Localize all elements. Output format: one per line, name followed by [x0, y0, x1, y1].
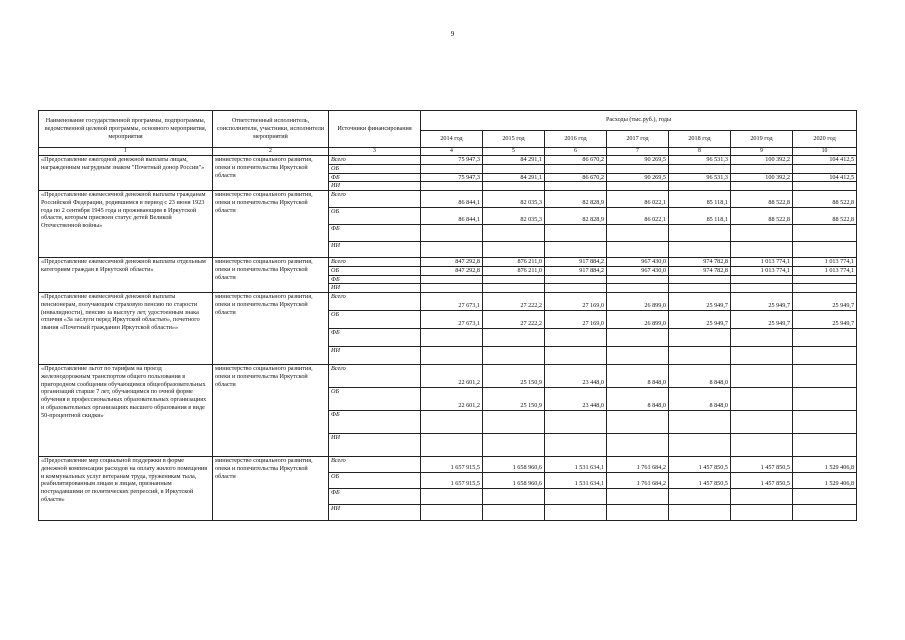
amount-cell: 1 658 960,6: [483, 473, 545, 489]
measure-name: «Предоставление ежегодной денежной выплаты лицам, награжденным нагрудным знаком "Почетный донор России"»: [39, 156, 213, 191]
amount-cell: [607, 489, 669, 505]
amount-cell: [793, 225, 857, 242]
amount-cell: 27 169,0: [545, 311, 607, 329]
amount-cell: [669, 182, 731, 191]
funding-source: Всего: [329, 365, 421, 388]
col-number: 4: [421, 148, 483, 156]
amount-cell: [545, 164, 607, 173]
amount-cell: [669, 329, 731, 347]
amount-cell: 847 292,8: [421, 258, 483, 267]
amount-cell: 90 269,5: [607, 173, 669, 182]
amount-cell: 1 658 960,6: [483, 457, 545, 473]
col-number: 7: [607, 148, 669, 156]
amount-cell: 1 531 634,1: [545, 457, 607, 473]
amount-cell: 82 035,3: [483, 208, 545, 225]
amount-cell: 847 292,8: [421, 266, 483, 275]
amount-cell: [421, 182, 483, 191]
amount-cell: [483, 242, 545, 258]
measure-name: «Предоставление ежемесячной денежной выплаты отдельным категориям граждан в Иркутской области»: [39, 258, 213, 293]
executor: министерство социального развития, опеки и попечительства Иркутской области: [213, 156, 329, 191]
amount-cell: [793, 411, 857, 434]
amount-cell: 86 844,1: [421, 191, 483, 208]
amount-cell: [793, 164, 857, 173]
amount-cell: [731, 365, 793, 388]
amount-cell: [607, 434, 669, 457]
executor: министерство социального развития, опеки и попечительства Иркутской области: [213, 191, 329, 258]
year-header: 2020 год: [793, 130, 857, 147]
amount-cell: 25 949,7: [793, 311, 857, 329]
amount-cell: 974 782,8: [669, 266, 731, 275]
amount-cell: [545, 329, 607, 347]
amount-cell: 967 430,0: [607, 266, 669, 275]
amount-cell: [483, 225, 545, 242]
amount-cell: 104 412,5: [793, 173, 857, 182]
year-header: 2014 год: [421, 130, 483, 147]
amount-cell: [669, 434, 731, 457]
amount-cell: 82 035,3: [483, 191, 545, 208]
col-header-source: Источники финансирования: [329, 111, 421, 148]
col-number: 8: [669, 148, 731, 156]
amount-cell: 88 522,8: [793, 191, 857, 208]
amount-cell: 1 457 850,5: [731, 473, 793, 489]
executor: министерство социального развития, опеки и попечительства Иркутской области: [213, 293, 329, 365]
amount-cell: [421, 275, 483, 284]
amount-cell: 104 412,5: [793, 156, 857, 165]
amount-cell: 96 531,3: [669, 156, 731, 165]
amount-cell: 1 457 850,5: [669, 457, 731, 473]
funding-source: ОБ: [329, 266, 421, 275]
amount-cell: [731, 242, 793, 258]
amount-cell: 967 430,0: [607, 258, 669, 267]
amount-cell: [483, 182, 545, 191]
funding-source: ИИ: [329, 505, 421, 521]
table-row: [39, 293, 857, 311]
executor: министерство социального развития, опеки и попечительства Иркутской области: [213, 457, 329, 521]
amount-cell: [545, 505, 607, 521]
amount-cell: [793, 242, 857, 258]
amount-cell: [483, 411, 545, 434]
amount-cell: 8 848,0: [607, 365, 669, 388]
amount-cell: 876 211,0: [483, 258, 545, 267]
amount-cell: 26 899,0: [607, 293, 669, 311]
amount-cell: 27 673,1: [421, 293, 483, 311]
amount-cell: [731, 505, 793, 521]
year-header: 2015 год: [483, 130, 545, 147]
amount-cell: 23 448,0: [545, 388, 607, 411]
amount-cell: [607, 284, 669, 293]
amount-cell: [731, 182, 793, 191]
amount-cell: 88 522,8: [731, 208, 793, 225]
table-row: [39, 457, 857, 473]
amount-cell: [607, 505, 669, 521]
funding-source: ФБ: [329, 173, 421, 182]
amount-cell: [421, 225, 483, 242]
amount-cell: [607, 329, 669, 347]
amount-cell: [421, 242, 483, 258]
amount-cell: [483, 329, 545, 347]
amount-cell: [731, 284, 793, 293]
funding-source: ОБ: [329, 473, 421, 489]
amount-cell: 88 522,8: [731, 191, 793, 208]
col-number: 10: [793, 148, 857, 156]
col-number: 6: [545, 148, 607, 156]
amount-cell: 1 657 915,5: [421, 457, 483, 473]
amount-cell: 27 222,2: [483, 311, 545, 329]
amount-cell: 25 949,7: [731, 311, 793, 329]
amount-cell: [793, 275, 857, 284]
amount-cell: 25 949,7: [669, 311, 731, 329]
funding-source: ОБ: [329, 388, 421, 411]
amount-cell: 86 022,1: [607, 208, 669, 225]
amount-cell: 1 013 774,1: [731, 266, 793, 275]
year-header: 2019 год: [731, 130, 793, 147]
funding-source: ИИ: [329, 434, 421, 457]
amount-cell: [545, 225, 607, 242]
amount-cell: [421, 411, 483, 434]
executor: министерство социального развития, опеки и попечительства Иркутской области: [213, 365, 329, 457]
amount-cell: [421, 164, 483, 173]
amount-cell: [793, 434, 857, 457]
amount-cell: [483, 434, 545, 457]
amount-cell: 85 118,1: [669, 208, 731, 225]
amount-cell: 84 291,1: [483, 156, 545, 165]
funding-source: Всего: [329, 293, 421, 311]
funding-source: ОБ: [329, 208, 421, 225]
year-header: 2017 год: [607, 130, 669, 147]
amount-cell: 25 949,7: [793, 293, 857, 311]
table-row: [39, 191, 857, 208]
table-row: [39, 258, 857, 267]
amount-cell: 25 949,7: [731, 293, 793, 311]
amount-cell: [545, 434, 607, 457]
amount-cell: [731, 489, 793, 505]
amount-cell: [731, 411, 793, 434]
amount-cell: 90 269,5: [607, 156, 669, 165]
amount-cell: 82 828,9: [545, 191, 607, 208]
amount-cell: 1 657 915,5: [421, 473, 483, 489]
amount-cell: 86 844,1: [421, 208, 483, 225]
amount-cell: 22 601,2: [421, 388, 483, 411]
amount-cell: [793, 329, 857, 347]
amount-cell: [793, 489, 857, 505]
amount-cell: 1 457 850,5: [731, 457, 793, 473]
amount-cell: [545, 182, 607, 191]
amount-cell: [731, 388, 793, 411]
col-header-expenses: Расходы (тыс.руб.), годы: [421, 111, 857, 131]
amount-cell: 8 848,0: [669, 365, 731, 388]
amount-cell: [669, 225, 731, 242]
amount-cell: [483, 505, 545, 521]
year-header: 2016 год: [545, 130, 607, 147]
funding-source: ФБ: [329, 329, 421, 347]
amount-cell: [793, 182, 857, 191]
amount-cell: 1 531 634,1: [545, 473, 607, 489]
amount-cell: [793, 505, 857, 521]
col-number: 9: [731, 148, 793, 156]
amount-cell: [607, 182, 669, 191]
amount-cell: [793, 284, 857, 293]
funding-source: ОБ: [329, 164, 421, 173]
amount-cell: [731, 329, 793, 347]
amount-cell: 917 884,2: [545, 258, 607, 267]
amount-cell: 1 529 406,8: [793, 473, 857, 489]
amount-cell: 8 848,0: [669, 388, 731, 411]
amount-cell: [545, 275, 607, 284]
amount-cell: 25 150,9: [483, 388, 545, 411]
col-number: 3: [329, 148, 421, 156]
col-number: 1: [39, 148, 213, 156]
measure-name: «Предоставление льгот по тарифам на проезд железнодорожным транспортом общего пользования в пригородном сообщении обучающимся общеобразовательных организаций старше 7 лет, обучающимся по очной форме обучения в профессиональных образовательных организациях и образовательных организациях высшего образования в виде 50-процентной скидки»: [39, 365, 213, 457]
amount-cell: 27 222,2: [483, 293, 545, 311]
amount-cell: 27 169,0: [545, 293, 607, 311]
amount-cell: [545, 242, 607, 258]
amount-cell: [545, 347, 607, 365]
amount-cell: [793, 365, 857, 388]
amount-cell: [669, 505, 731, 521]
amount-cell: 85 118,1: [669, 191, 731, 208]
amount-cell: 25 949,7: [669, 293, 731, 311]
amount-cell: 88 522,8: [793, 208, 857, 225]
amount-cell: [421, 284, 483, 293]
funding-source: ОБ: [329, 311, 421, 329]
amount-cell: [421, 489, 483, 505]
amount-cell: [483, 164, 545, 173]
amount-cell: [545, 411, 607, 434]
col-number: 5: [483, 148, 545, 156]
amount-cell: 1 529 406,8: [793, 457, 857, 473]
amount-cell: [421, 329, 483, 347]
table-row: [39, 156, 857, 165]
amount-cell: 974 782,8: [669, 258, 731, 267]
amount-cell: [421, 505, 483, 521]
executor: министерство социального развития, опеки и попечительства Иркутской области: [213, 258, 329, 293]
expenses-table: [38, 110, 857, 521]
amount-cell: [483, 284, 545, 293]
amount-cell: [669, 275, 731, 284]
amount-cell: 86 022,1: [607, 191, 669, 208]
amount-cell: 22 601,2: [421, 365, 483, 388]
amount-cell: 1 013 774,1: [731, 258, 793, 267]
funding-source: ФБ: [329, 489, 421, 505]
amount-cell: 100 392,2: [731, 156, 793, 165]
amount-cell: 86 670,2: [545, 173, 607, 182]
amount-cell: [731, 275, 793, 284]
measure-name: «Предоставление мер социальной поддержки в форме денежной компенсации расходов на оплату жилого помещения и коммунальных услуг ветеранам труда, труженикам тыла, реабилитированным лицам и лицам, признанным пострадавшими от политических репрессий, в Иркутской области»: [39, 457, 213, 521]
amount-cell: [669, 242, 731, 258]
amount-cell: [607, 275, 669, 284]
amount-cell: [483, 275, 545, 284]
funding-source: ИИ: [329, 242, 421, 258]
amount-cell: 1 013 774,1: [793, 258, 857, 267]
amount-cell: 75 947,3: [421, 173, 483, 182]
amount-cell: [731, 347, 793, 365]
amount-cell: [607, 164, 669, 173]
amount-cell: [607, 225, 669, 242]
amount-cell: 876 211,0: [483, 266, 545, 275]
amount-cell: [669, 284, 731, 293]
amount-cell: 75 947,3: [421, 156, 483, 165]
amount-cell: [607, 242, 669, 258]
measure-name: «Предоставление ежемесячной денежной выплаты пенсионерам, получающим страховую пенсию по старости (инвалидности), пенсию за выслугу лет, удостоенным знака отличия «За заслуги перед Иркутской областью», почетного звания «Почетный гражданин Иркутской области»»: [39, 293, 213, 365]
amount-cell: [669, 411, 731, 434]
year-header: 2018 год: [669, 130, 731, 147]
funding-source: ФБ: [329, 411, 421, 434]
amount-cell: [607, 411, 669, 434]
col-number: 2: [213, 148, 329, 156]
amount-cell: 8 848,0: [607, 388, 669, 411]
amount-cell: 1 013 774,1: [793, 266, 857, 275]
amount-cell: 86 670,2: [545, 156, 607, 165]
funding-source: ИИ: [329, 284, 421, 293]
amount-cell: 27 673,1: [421, 311, 483, 329]
funding-source: ИИ: [329, 347, 421, 365]
col-header-name: Наименование государственной программы, подпрограммы, ведомственной целевой программы, основного мероприятия, мероприятия: [39, 111, 213, 148]
amount-cell: [793, 388, 857, 411]
amount-cell: 100 392,2: [731, 173, 793, 182]
amount-cell: 96 531,3: [669, 173, 731, 182]
amount-cell: 84 291,1: [483, 173, 545, 182]
amount-cell: [421, 434, 483, 457]
funding-source: ИИ: [329, 182, 421, 191]
amount-cell: [545, 284, 607, 293]
amount-cell: 917 884,2: [545, 266, 607, 275]
amount-cell: 1 761 684,2: [607, 457, 669, 473]
amount-cell: [731, 225, 793, 242]
amount-cell: [421, 347, 483, 365]
funding-source: Всего: [329, 156, 421, 165]
amount-cell: [669, 489, 731, 505]
funding-source: ФБ: [329, 275, 421, 284]
amount-cell: [731, 164, 793, 173]
funding-source: Всего: [329, 457, 421, 473]
funding-source: Всего: [329, 258, 421, 267]
amount-cell: 1 761 684,2: [607, 473, 669, 489]
amount-cell: [483, 489, 545, 505]
table-body: [39, 156, 857, 521]
amount-cell: [793, 347, 857, 365]
amount-cell: [731, 434, 793, 457]
amount-cell: 1 457 850,5: [669, 473, 731, 489]
funding-source: Всего: [329, 191, 421, 208]
amount-cell: [483, 347, 545, 365]
amount-cell: 25 150,9: [483, 365, 545, 388]
measure-name: «Предоставление ежемесячной денежной выплаты гражданам Российской Федерации, родившимся в период с 23 июня 1923 года по 2 сентября 1945 года и проживающим в Иркутской области, которым присвоен статус детей Великой Отечественной войны»: [39, 191, 213, 258]
page-number: 9: [450, 30, 455, 38]
amount-cell: 23 448,0: [545, 365, 607, 388]
amount-cell: [607, 347, 669, 365]
amount-cell: [545, 489, 607, 505]
amount-cell: [669, 164, 731, 173]
col-header-executor: Ответственный исполнитель, соисполнители, участники, исполнители мероприятий: [213, 111, 329, 148]
funding-source: ФБ: [329, 225, 421, 242]
amount-cell: 82 828,9: [545, 208, 607, 225]
amount-cell: 26 899,0: [607, 311, 669, 329]
table-row: [39, 365, 857, 388]
amount-cell: [669, 347, 731, 365]
